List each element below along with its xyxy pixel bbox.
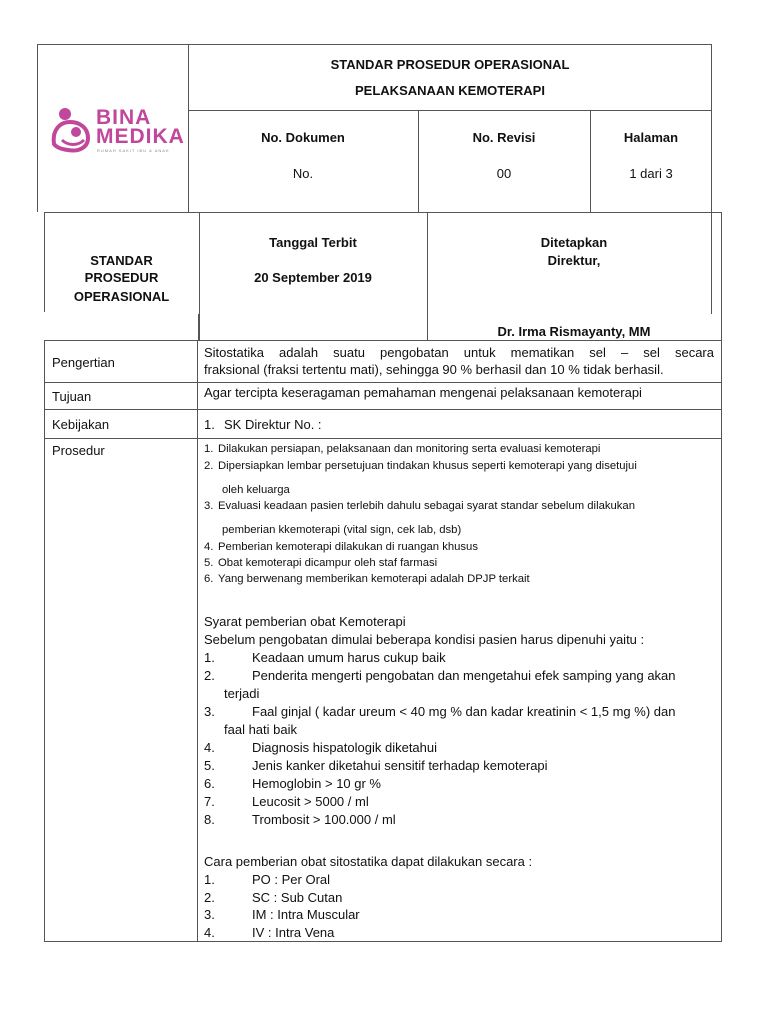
list-item: 6. Yang berwenang memberikan kemoterapi adalah DPJP terkait [204,573,530,585]
list-item: 2. Penderita mengerti pengobatan dan mengetahui efek samping yang akan [204,668,676,683]
sop-label-1: STANDAR [90,253,153,268]
tujuan-label: Tujuan [52,389,92,404]
pengertian-line-2: fraksional (fraksi tertentu mati), sehingga 90 % berhasil dan 10 % tidak berhasil. [204,362,664,377]
list-item: 5. Obat kemoterapi dicampur oleh staf farmasi [204,557,438,569]
logo-text-medika: MEDIKA [96,125,185,148]
doc-number-value: No. [292,166,314,181]
cara-intro: Cara pemberian obat sitostatika dapat dilakukan secara : [204,854,533,869]
issue-date-value: 20 September 2019 [254,270,372,285]
list-item: 4. Pemberian kemoterapi dilakukan di ruangan khusus [204,541,478,553]
list-item: terjadi [224,686,260,701]
syarat-title: Syarat pemberian obat Kemoterapi [204,614,406,629]
pengertian-line-1: Sitostatika adalah suatu pengobatan untuk mematikan sel – sel secara [204,345,714,360]
issue-date-label: Tanggal Terbit [269,235,357,250]
list-item: 4. IV : Intra Vena [204,925,335,940]
list-item: 3. Faal ginjal ( kadar ureum < 40 mg % dan kadar kreatinin < 1,5 mg %) dan [204,704,676,719]
approved-label: Ditetapkan [540,235,608,250]
kebijakan-label: Kebijakan [52,417,110,432]
doc-number-label: No. Dokumen [261,130,345,145]
page-value: 1 dari 3 [629,166,673,181]
list-item: oleh keluarga [222,484,290,496]
list-item: 6. Hemoglobin > 10 gr % [204,776,381,791]
list-item: 2. SC : Sub Cutan [204,890,343,905]
kebijakan-item [204,417,322,432]
page-label: Halaman [623,130,679,145]
approver-name: Dr. Irma Rismayanty, MM [497,324,651,339]
kebijakan-text: SK Direktur No. : [224,417,322,432]
hospital-logo [50,104,185,156]
sop-label-2: PROSEDUR [84,270,159,285]
sop-label-3: OPERASIONAL [73,289,170,304]
list-item: 1. Dilakukan persiapan, pelaksanaan dan monitoring serta evaluasi kemoterapi [204,443,601,455]
list-item: 5. Jenis kanker diketahui sensitif terhadap kemoterapi [204,758,548,773]
prosedur-label: Prosedur [52,443,105,458]
list-item: pemberian kkemoterapi (vital sign, cek lab, dsb) [222,524,462,536]
kebijakan-number: 1. [204,417,215,432]
list-item: 3. IM : Intra Muscular [204,907,360,922]
list-item: faal hati baik [224,722,297,737]
tujuan-text: Agar tercipta keseragaman pemahaman mengenai pelaksanaan kemoterapi [204,385,642,400]
document-title: STANDAR PROSEDUR OPERASIONAL [330,57,570,72]
pengertian-label: Pengertian [52,355,115,370]
revision-label: No. Revisi [472,130,536,145]
approved-role: Direktur, [547,253,601,268]
list-item: 7. Leucosit > 5000 / ml [204,794,369,809]
list-item: 2. Dipersiapkan lembar persetujuan tindakan khusus seperti kemoterapi yang disetujui [204,460,637,472]
revision-value: 00 [496,166,512,181]
list-item: 1. PO : Per Oral [204,872,331,887]
list-item: 3. Evaluasi keadaan pasien terlebih dahulu sebagai syarat standar sebelum dilakukan [204,500,636,512]
list-item: 4. Diagnosis hispatologik diketahui [204,740,438,755]
list-item: 8. Trombosit > 100.000 / ml [204,812,396,827]
logo-text-bina: BINA [96,106,152,129]
logo-tagline: RUMAH SAKIT IBU & ANAK [97,148,170,153]
document-subtitle: PELAKSANAAN KEMOTERAPI [355,83,545,98]
syarat-intro: Sebelum pengobatan dimulai beberapa kondisi pasien harus dipenuhi yaitu : [204,632,645,647]
list-item: 1. Keadaan umum harus cukup baik [204,650,446,665]
